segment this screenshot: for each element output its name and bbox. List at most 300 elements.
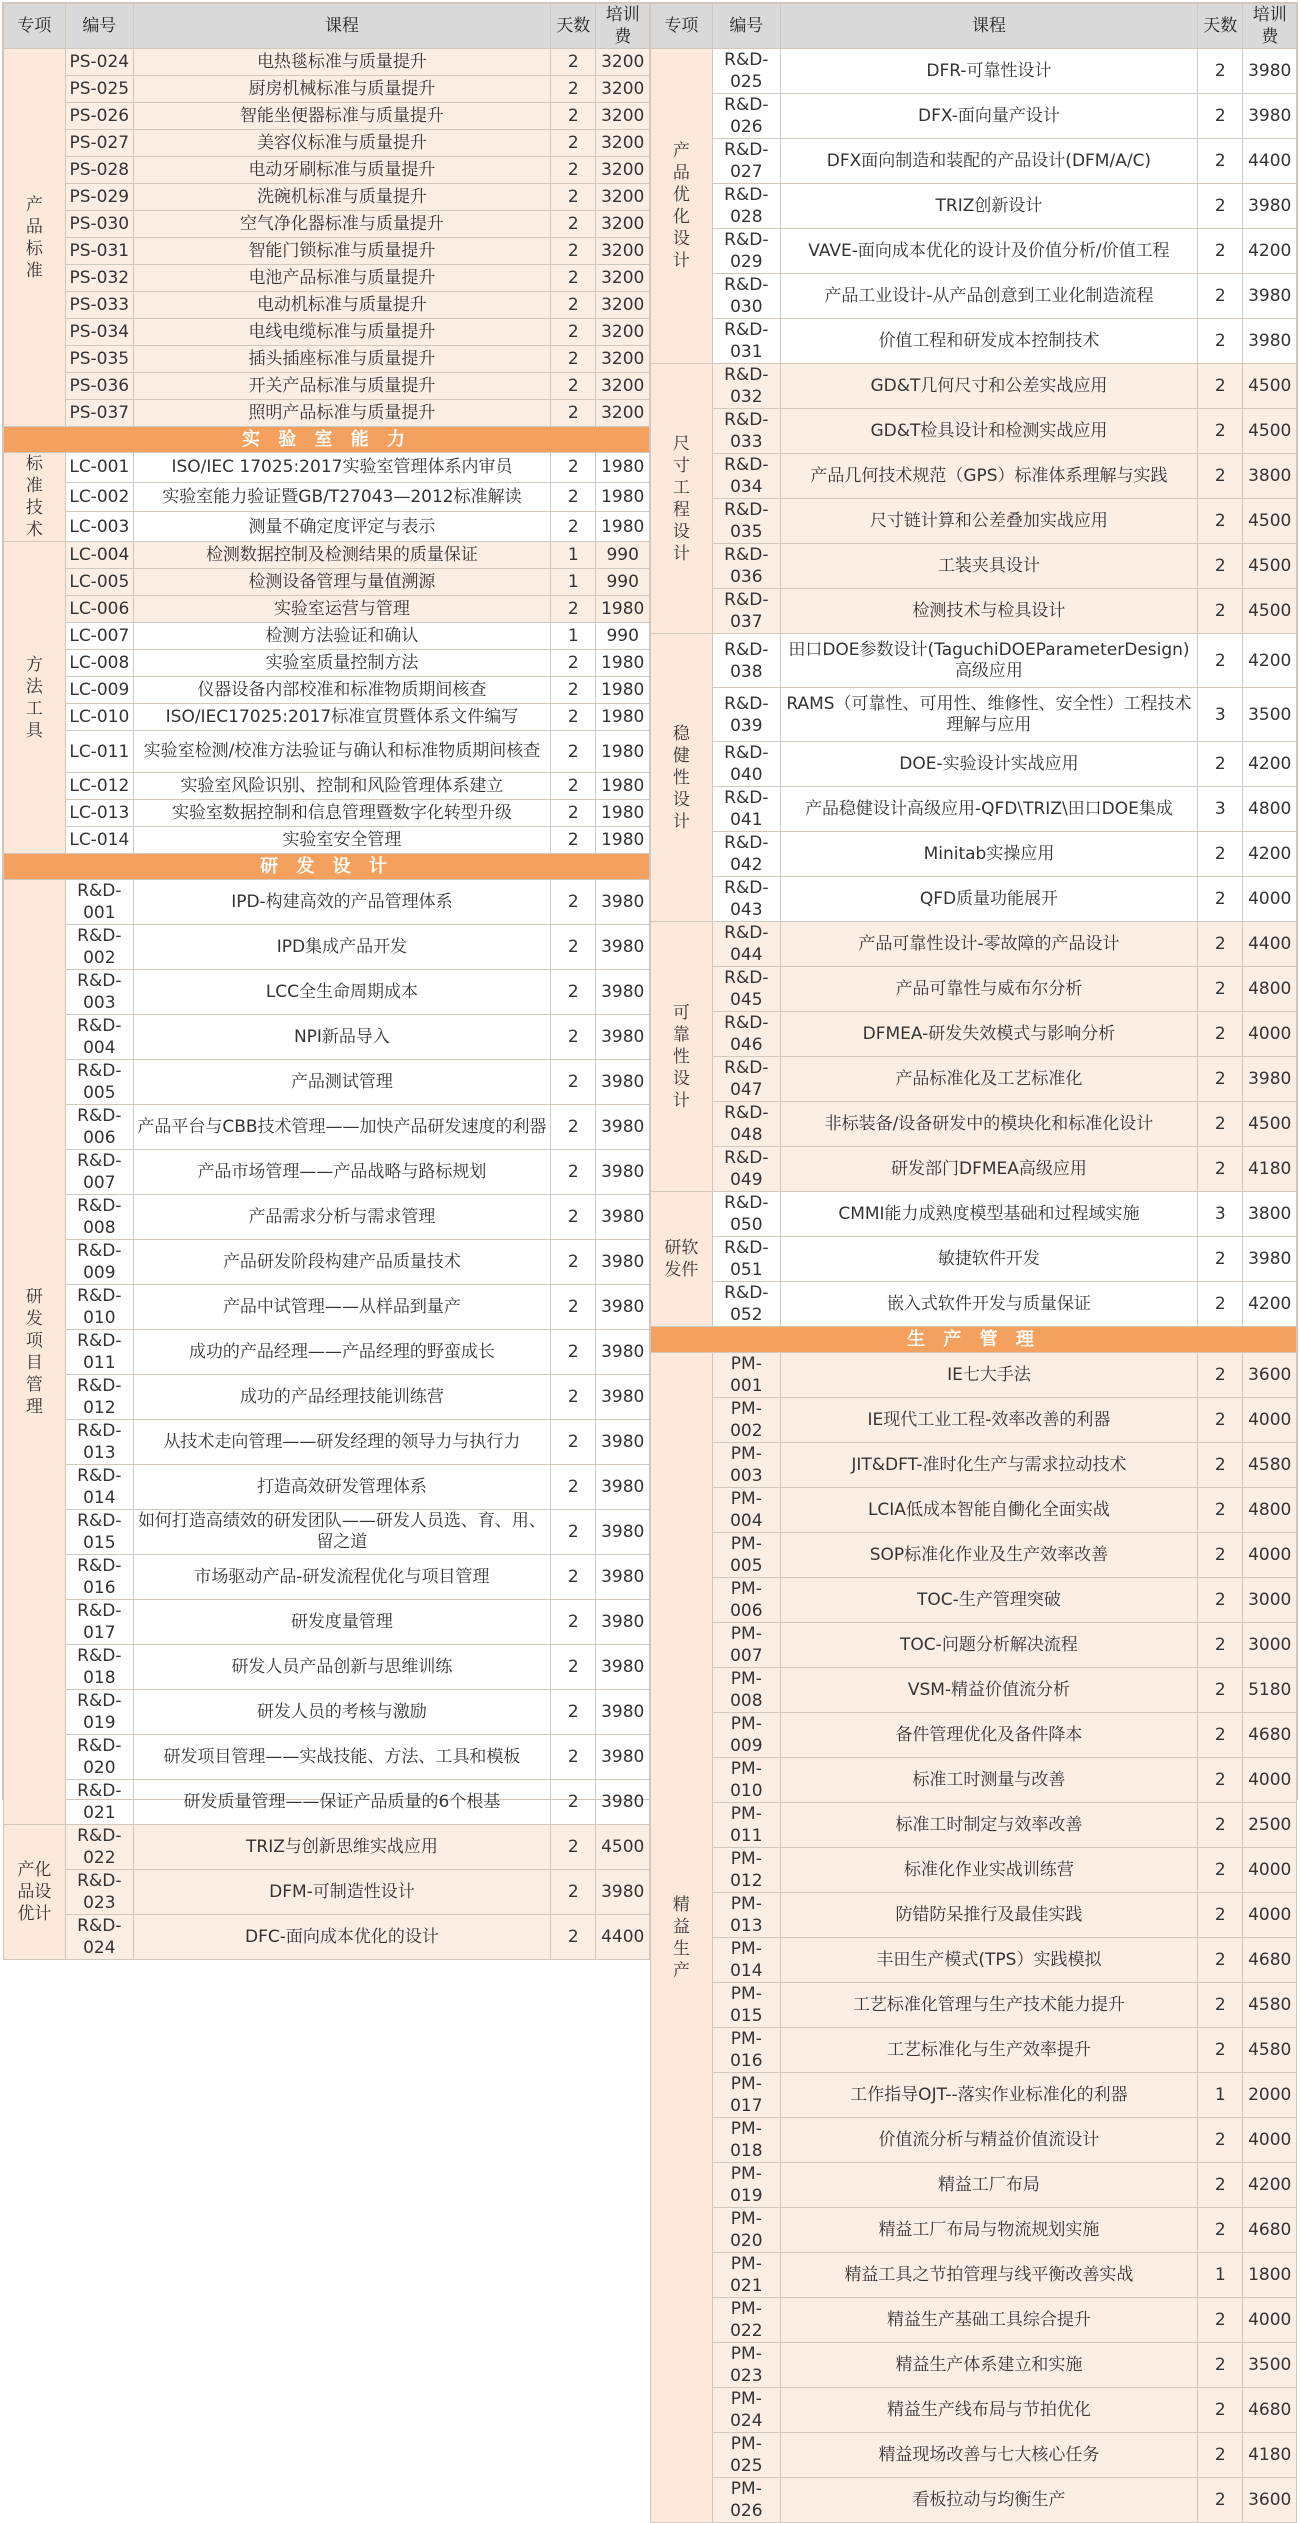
course-fee: 990	[596, 569, 650, 596]
course-days: 2	[1198, 1623, 1243, 1668]
course-title: 检测数据控制及检测结果的质量保证	[133, 542, 550, 569]
header-zhuanxiang: 专项	[4, 4, 66, 49]
course-code: PM-003	[712, 1443, 780, 1488]
table-row	[4, 512, 650, 542]
course-title: 尺寸链计算和公差叠加实战应用	[780, 499, 1197, 544]
section-product-opt: 产化 品设 优计	[4, 1825, 66, 1960]
course-code: PS-037	[65, 400, 133, 427]
course-title: NPI新品导入	[133, 1015, 550, 1060]
course-days: 2	[551, 482, 596, 512]
course-title: 实验室数据控制和信息管理暨数字化转型升级	[133, 800, 550, 827]
course-code: R&D-041	[712, 787, 780, 832]
course-fee: 3980	[1243, 274, 1297, 319]
course-code: R&D-012	[65, 1375, 133, 1420]
course-code: PM-024	[712, 2388, 780, 2433]
course-fee: 4200	[1243, 2163, 1297, 2208]
course-fee: 3200	[596, 238, 650, 265]
course-title: 看板拉动与均衡生产	[780, 2478, 1197, 2523]
course-title: 电动机标准与质量提升	[133, 292, 550, 319]
course-code: R&D-003	[65, 970, 133, 1015]
course-fee: 4500	[1243, 364, 1297, 409]
course-title: DFX-面向量产设计	[780, 94, 1197, 139]
course-fee: 3980	[596, 1330, 650, 1375]
course-title: TOC-生产管理突破	[780, 1578, 1197, 1623]
band-lab-capability	[4, 427, 650, 453]
table-row	[4, 1330, 650, 1375]
course-code: R&D-019	[65, 1690, 133, 1735]
course-title: 电线电缆标准与质量提升	[133, 319, 550, 346]
course-fee: 3200	[596, 211, 650, 238]
course-fee: 3600	[1243, 1353, 1297, 1398]
course-fee: 3980	[1243, 49, 1297, 94]
course-days: 2	[551, 704, 596, 731]
table-row	[651, 454, 1297, 499]
course-title: 产品可靠性设计-零故障的产品设计	[780, 922, 1197, 967]
course-catalog-sheet	[2, 2, 1298, 2521]
course-code: PS-030	[65, 211, 133, 238]
course-title: 工艺标准化与生产效率提升	[780, 2028, 1197, 2073]
table-row	[651, 1578, 1297, 1623]
course-code: PS-031	[65, 238, 133, 265]
course-title: RAMS（可靠性、可用性、维修性、安全性）工程技术理解与应用	[780, 688, 1197, 742]
course-fee: 3980	[596, 1285, 650, 1330]
course-days: 2	[1198, 1668, 1243, 1713]
course-fee: 4680	[1243, 2208, 1297, 2253]
course-days: 2	[551, 346, 596, 373]
table-row	[651, 184, 1297, 229]
course-title: LCIA低成本智能自働化全面实战	[780, 1488, 1197, 1533]
course-fee: 3980	[1243, 319, 1297, 364]
course-title: SOP标准化作业及生产效率改善	[780, 1533, 1197, 1578]
course-fee: 3200	[596, 265, 650, 292]
course-fee: 3980	[596, 1105, 650, 1150]
course-code: PM-015	[712, 1983, 780, 2028]
course-code: PS-032	[65, 265, 133, 292]
course-code: R&D-031	[712, 319, 780, 364]
course-title: 检测设备管理与量值溯源	[133, 569, 550, 596]
course-fee: 1980	[596, 650, 650, 677]
course-fee: 1980	[596, 512, 650, 542]
course-title: 仪器设备内部校准和标准物质期间核查	[133, 677, 550, 704]
table-row	[4, 184, 650, 211]
band-lab-capability-label: 实 验 室 能 力	[4, 427, 650, 453]
section-rd-project: 研 发 项 目 管 理	[4, 880, 66, 1825]
table-row	[651, 1758, 1297, 1803]
course-title: 检测方法验证和确认	[133, 623, 550, 650]
course-title: 精益生产线布局与节拍优化	[780, 2388, 1197, 2433]
course-days: 2	[1198, 1057, 1243, 1102]
course-days: 2	[551, 1645, 596, 1690]
course-days: 2	[551, 773, 596, 800]
course-fee: 3980	[1243, 94, 1297, 139]
header-zhuanxiang: 专项	[651, 4, 713, 49]
table-row	[651, 544, 1297, 589]
course-code: R&D-022	[65, 1825, 133, 1870]
course-days: 2	[1198, 229, 1243, 274]
course-title: 空气净化器标准与质量提升	[133, 211, 550, 238]
course-days: 2	[551, 1330, 596, 1375]
course-code: PM-007	[712, 1623, 780, 1668]
course-title: 产品测试管理	[133, 1060, 550, 1105]
course-days: 2	[1198, 1713, 1243, 1758]
course-fee: 3980	[596, 1690, 650, 1735]
table-row	[4, 319, 650, 346]
course-code: R&D-007	[65, 1150, 133, 1195]
course-days: 2	[1198, 2343, 1243, 2388]
course-fee: 3980	[596, 970, 650, 1015]
table-row	[651, 832, 1297, 877]
course-title: 研发部门DFMEA高级应用	[780, 1147, 1197, 1192]
course-days: 2	[1198, 1102, 1243, 1147]
course-days: 2	[551, 800, 596, 827]
course-fee: 3200	[596, 373, 650, 400]
course-fee: 4000	[1243, 2298, 1297, 2343]
table-row	[651, 787, 1297, 832]
table-row	[4, 925, 650, 970]
course-fee: 4800	[1243, 787, 1297, 832]
header-kecheng: 课程	[780, 4, 1197, 49]
course-days: 2	[1198, 1443, 1243, 1488]
course-fee: 4680	[1243, 1938, 1297, 1983]
course-fee: 4500	[1243, 409, 1297, 454]
table-row	[4, 1060, 650, 1105]
table-row	[4, 157, 650, 184]
course-title: IPD-构建高效的产品管理体系	[133, 880, 550, 925]
course-days: 3	[1198, 1192, 1243, 1237]
course-days: 2	[551, 211, 596, 238]
course-days: 2	[1198, 1938, 1243, 1983]
table-row	[4, 265, 650, 292]
table-row	[4, 542, 650, 569]
table-header-row	[4, 4, 650, 49]
course-code: R&D-040	[712, 742, 780, 787]
table-row	[4, 1645, 650, 1690]
course-title: 非标装备/设备研发中的模块化和标准化设计	[780, 1102, 1197, 1147]
course-code: R&D-052	[712, 1282, 780, 1327]
course-days: 2	[551, 925, 596, 970]
right-course-table	[650, 3, 1297, 2523]
course-title: 产品市场管理——产品战略与路标规划	[133, 1150, 550, 1195]
course-days: 2	[1198, 1282, 1243, 1327]
course-fee: 4580	[1243, 1983, 1297, 2028]
course-title: 实验室能力验证暨GB/T27043—2012标准解读	[133, 482, 550, 512]
course-code: PM-008	[712, 1668, 780, 1713]
table-row	[4, 238, 650, 265]
course-title: JIT&DFT-准时化生产与需求拉动技术	[780, 1443, 1197, 1488]
course-title: 智能门锁标准与质量提升	[133, 238, 550, 265]
course-days: 2	[1198, 2208, 1243, 2253]
table-row	[651, 1713, 1297, 1758]
table-row	[4, 1870, 650, 1915]
table-row	[4, 731, 650, 773]
course-code: PS-034	[65, 319, 133, 346]
course-title: 备件管理优化及备件降本	[780, 1713, 1197, 1758]
course-days: 2	[551, 1420, 596, 1465]
table-row	[651, 1668, 1297, 1713]
course-fee: 3200	[596, 319, 650, 346]
course-title: 研发人员产品创新与思维训练	[133, 1645, 550, 1690]
header-bianhao: 编号	[65, 4, 133, 49]
table-row	[4, 650, 650, 677]
table-row	[4, 1105, 650, 1150]
course-days: 3	[1198, 787, 1243, 832]
course-title: 产品可靠性与威布尔分析	[780, 967, 1197, 1012]
course-fee: 1980	[596, 482, 650, 512]
table-row	[651, 1057, 1297, 1102]
course-title: 标准化作业实战训练营	[780, 1848, 1197, 1893]
course-days: 2	[1198, 832, 1243, 877]
course-days: 2	[1198, 139, 1243, 184]
table-row	[651, 1848, 1297, 1893]
course-fee: 1980	[596, 800, 650, 827]
table-row	[4, 1195, 650, 1240]
band-production-mgmt	[651, 1327, 1297, 1353]
course-fee: 3000	[1243, 1578, 1297, 1623]
course-title: 美容仪标准与质量提升	[133, 130, 550, 157]
course-code: PM-002	[712, 1398, 780, 1443]
table-row	[651, 1237, 1297, 1282]
table-row	[651, 1443, 1297, 1488]
course-days: 2	[551, 677, 596, 704]
table-row	[4, 346, 650, 373]
header-tianshu: 天数	[1198, 4, 1243, 49]
course-days: 1	[551, 569, 596, 596]
table-row	[4, 1285, 650, 1330]
course-code: R&D-004	[65, 1015, 133, 1060]
table-row	[4, 292, 650, 319]
table-row	[4, 49, 650, 76]
section-product-opt-design: 产 品 优 化 设 计	[651, 49, 713, 364]
table-row	[651, 2478, 1297, 2523]
course-days: 2	[1198, 922, 1243, 967]
course-days: 2	[551, 103, 596, 130]
course-days: 2	[1198, 877, 1243, 922]
course-days: 2	[1198, 1147, 1243, 1192]
course-days: 2	[1198, 1237, 1243, 1282]
course-code: PM-026	[712, 2478, 780, 2523]
table-row	[651, 319, 1297, 364]
table-row	[651, 922, 1297, 967]
course-fee: 4000	[1243, 2118, 1297, 2163]
course-code: LC-001	[65, 453, 133, 483]
table-row	[651, 2118, 1297, 2163]
course-fee: 3200	[596, 292, 650, 319]
course-days: 2	[551, 880, 596, 925]
course-title: 敏捷软件开发	[780, 1237, 1197, 1282]
table-row	[4, 482, 650, 512]
course-fee: 1980	[596, 704, 650, 731]
table-row	[4, 453, 650, 483]
course-fee: 4400	[1243, 922, 1297, 967]
table-row	[4, 677, 650, 704]
table-row	[4, 1420, 650, 1465]
course-fee: 4000	[1243, 1893, 1297, 1938]
course-days: 2	[551, 292, 596, 319]
course-title: 实验室质量控制方法	[133, 650, 550, 677]
course-title: 工装夹具设计	[780, 544, 1197, 589]
table-header-row	[651, 4, 1297, 49]
course-code: LC-012	[65, 773, 133, 800]
course-days: 2	[1198, 2298, 1243, 2343]
table-row	[4, 1465, 650, 1510]
table-row	[4, 970, 650, 1015]
course-days: 2	[1198, 94, 1243, 139]
course-title: 检测技术与检具设计	[780, 589, 1197, 634]
course-days: 2	[551, 731, 596, 773]
course-days: 2	[1198, 589, 1243, 634]
course-code: R&D-048	[712, 1102, 780, 1147]
course-days: 2	[551, 596, 596, 623]
course-days: 2	[1198, 2478, 1243, 2523]
course-code: PM-022	[712, 2298, 780, 2343]
course-title: 产品平台与CBB技术管理——加快产品研发速度的利器	[133, 1105, 550, 1150]
course-code: PM-016	[712, 2028, 780, 2073]
course-title: 产品研发阶段构建产品质量技术	[133, 1240, 550, 1285]
course-fee: 3980	[596, 1375, 650, 1420]
course-code: R&D-028	[712, 184, 780, 229]
course-fee: 4200	[1243, 229, 1297, 274]
course-title: 产品需求分析与需求管理	[133, 1195, 550, 1240]
course-days: 2	[1198, 1353, 1243, 1398]
course-code: LC-008	[65, 650, 133, 677]
course-days: 2	[551, 1915, 596, 1960]
course-title: 标准工时制定与效率改善	[780, 1803, 1197, 1848]
course-fee: 4500	[1243, 589, 1297, 634]
table-row	[651, 1983, 1297, 2028]
course-title: IE七大手法	[780, 1353, 1197, 1398]
course-days: 2	[1198, 2028, 1243, 2073]
course-fee: 4180	[1243, 1147, 1297, 1192]
course-title: 电动牙刷标准与质量提升	[133, 157, 550, 184]
course-days: 2	[1198, 1803, 1243, 1848]
course-code: R&D-018	[65, 1645, 133, 1690]
table-row	[4, 1780, 650, 1825]
course-fee: 4680	[1243, 2388, 1297, 2433]
course-days: 2	[551, 1105, 596, 1150]
table-row	[4, 211, 650, 238]
course-code: LC-005	[65, 569, 133, 596]
course-days: 1	[551, 623, 596, 650]
course-code: R&D-001	[65, 880, 133, 925]
course-fee: 3200	[596, 346, 650, 373]
table-row	[4, 596, 650, 623]
course-fee: 3980	[596, 880, 650, 925]
course-days: 2	[551, 1060, 596, 1105]
course-fee: 4000	[1243, 877, 1297, 922]
course-title: 厨房机械标准与质量提升	[133, 76, 550, 103]
course-title: 实验室检测/校准方法验证与确认和标准物质期间核查	[133, 731, 550, 773]
course-code: PS-033	[65, 292, 133, 319]
course-title: 如何打造高绩效的研发团队——研发人员选、育、用、留之道	[133, 1510, 550, 1555]
course-fee: 3200	[596, 76, 650, 103]
course-title: TOC-问题分析解决流程	[780, 1623, 1197, 1668]
course-title: 精益工厂布局与物流规划实施	[780, 2208, 1197, 2253]
course-code: PS-026	[65, 103, 133, 130]
course-title: 电热毯标准与质量提升	[133, 49, 550, 76]
header-bianhao: 编号	[712, 4, 780, 49]
course-days: 2	[1198, 967, 1243, 1012]
course-days: 2	[551, 1510, 596, 1555]
section-reliability: 可 靠 性 设 计	[651, 922, 713, 1192]
table-row	[651, 2163, 1297, 2208]
course-title: 成功的产品经理——产品经理的野蛮成长	[133, 1330, 550, 1375]
course-code: PM-018	[712, 2118, 780, 2163]
course-fee: 3800	[1243, 454, 1297, 499]
course-title: 研发人员的考核与激励	[133, 1690, 550, 1735]
table-row	[651, 967, 1297, 1012]
table-row	[651, 49, 1297, 94]
course-fee: 3200	[596, 49, 650, 76]
course-days: 2	[1198, 1488, 1243, 1533]
course-fee: 4000	[1243, 1758, 1297, 1803]
course-fee: 4500	[1243, 1102, 1297, 1147]
course-fee: 3980	[596, 1780, 650, 1825]
course-days: 2	[551, 970, 596, 1015]
table-row	[651, 409, 1297, 454]
left-course-table	[3, 3, 650, 1960]
course-days: 2	[1198, 2118, 1243, 2163]
table-row	[4, 400, 650, 427]
course-fee: 4200	[1243, 742, 1297, 787]
course-fee: 3500	[1243, 688, 1297, 742]
course-title: 精益工厂布局	[780, 2163, 1197, 2208]
course-days: 3	[1198, 688, 1243, 742]
band-production-mgmt-label: 生 产 管 理	[651, 1327, 1297, 1353]
course-fee: 1800	[1243, 2253, 1297, 2298]
course-days: 2	[551, 512, 596, 542]
course-fee: 3980	[596, 1240, 650, 1285]
table-row	[651, 2208, 1297, 2253]
course-code: R&D-025	[712, 49, 780, 94]
table-row	[4, 704, 650, 731]
course-fee: 1980	[596, 731, 650, 773]
course-days: 2	[1198, 1983, 1243, 2028]
course-days: 2	[551, 453, 596, 483]
course-code: R&D-002	[65, 925, 133, 970]
course-fee: 4000	[1243, 1398, 1297, 1443]
course-code: R&D-005	[65, 1060, 133, 1105]
course-code: R&D-027	[712, 139, 780, 184]
course-title: DFC-面向成本优化的设计	[133, 1915, 550, 1960]
table-row	[4, 773, 650, 800]
course-title: 电池产品标准与质量提升	[133, 265, 550, 292]
course-title: 精益工具之节拍管理与线平衡改善实战	[780, 2253, 1197, 2298]
course-code: PS-029	[65, 184, 133, 211]
course-code: PM-005	[712, 1533, 780, 1578]
course-title: Minitab实操应用	[780, 832, 1197, 877]
band-rd-design	[4, 854, 650, 880]
course-title: LCC全生命周期成本	[133, 970, 550, 1015]
course-days: 2	[551, 238, 596, 265]
table-row	[651, 2253, 1297, 2298]
table-row	[651, 2388, 1297, 2433]
course-title: TRIZ与创新思维实战应用	[133, 1825, 550, 1870]
course-fee: 4580	[1243, 2028, 1297, 2073]
course-title: TRIZ创新设计	[780, 184, 1197, 229]
course-days: 2	[1198, 1578, 1243, 1623]
course-days: 2	[551, 130, 596, 157]
course-fee: 3980	[596, 925, 650, 970]
course-code: PM-006	[712, 1578, 780, 1623]
course-code: R&D-010	[65, 1285, 133, 1330]
course-fee: 4000	[1243, 1533, 1297, 1578]
course-fee: 4400	[596, 1915, 650, 1960]
course-title: 研发项目管理——实战技能、方法、工具和模板	[133, 1735, 550, 1780]
course-days: 2	[551, 1375, 596, 1420]
course-code: PM-012	[712, 1848, 780, 1893]
course-fee: 3980	[596, 1015, 650, 1060]
course-code: LC-010	[65, 704, 133, 731]
